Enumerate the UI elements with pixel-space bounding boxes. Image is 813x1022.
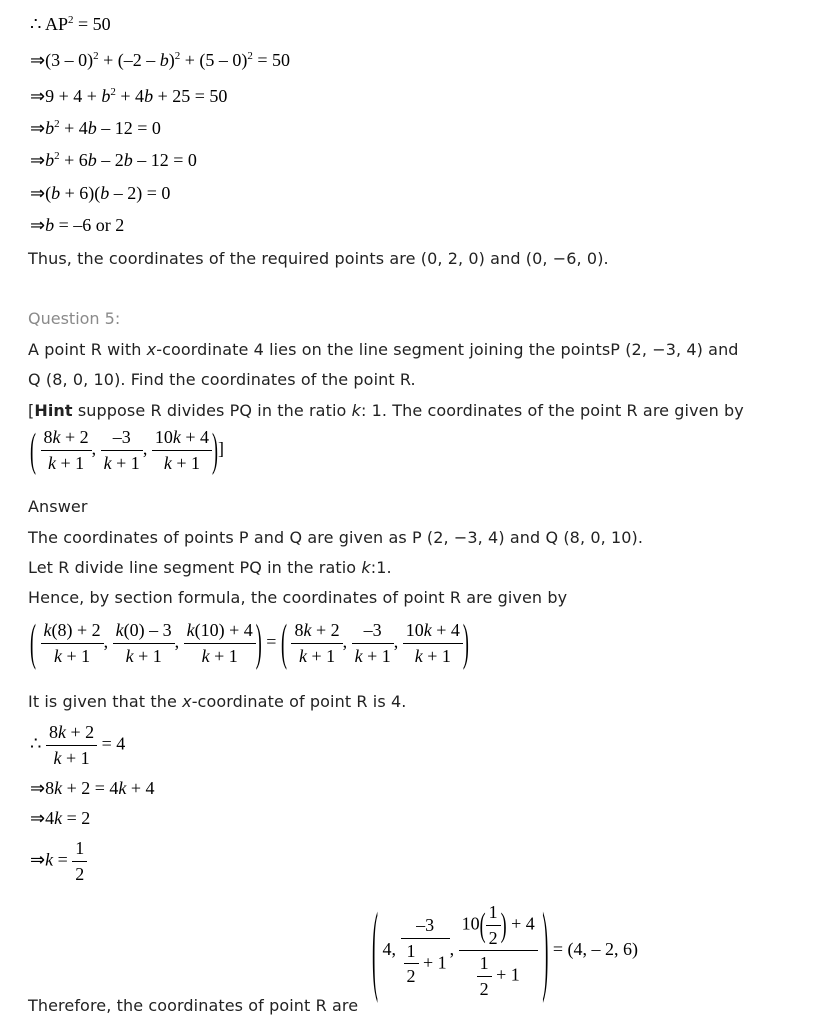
step-quadratic: $\Rightarrow b^2 + 4b - 12 = 0$ [30, 118, 161, 139]
step-sum: ⇒9 + $4 + b^2 + 4b + 25 = 50$ [30, 86, 228, 107]
step-cross-multiply: ⇒8k + 2 = 4k + 4 [30, 778, 155, 799]
final-formula: ( 4, –3 $\frac{1}{2}$ + 1 , 10( $\frac{1}{2}$ ) + 4 $\frac{1}{2}$ + 1 ) = (4, – 2, 6) [372, 892, 638, 1005]
question-hint: [Hint suppose R divides PQ in the ratio k: 1. The coordinates of the point R are given by [28, 401, 744, 420]
step-split-middle: $\Rightarrow b^2 + 6b - 2b - 12 = 0$ [30, 150, 197, 171]
section-formula: ( $\frac{k(8) + 2}{k + 1}$ , $\frac{k(0) - 3}{k + 1}$ , $\frac{k(10) + 4}{k + 1}$ ) = ( $\frac{8k + 2}{k + 1}$ , $\frac{-3}{k + 1}$ , $\frac{10k + 4}{k + 1}$ ) [30, 613, 469, 670]
step-simplify: ⇒4k = 2 [30, 808, 91, 829]
final-text: Therefore, the coordinates of point R are [28, 996, 359, 1015]
question-line-1: A point R with x-coordinate 4 lies on the line segment joining the pointsP (2, −3, 4) and [28, 340, 739, 359]
answer-line-4: It is given that the x-coordinate of point R is 4. [28, 692, 407, 711]
answer-line-2: Let R divide line segment PQ in the ratio k:1. [28, 558, 392, 577]
question-heading: Question 5: [28, 309, 121, 328]
step-k-value: ⇒k = $\frac{1}{2}$ [30, 838, 87, 884]
answer-line-1: The coordinates of points P and Q are given as P (2, −3, 4) and Q (8, 0, 10). [28, 528, 644, 547]
step-roots: ⇒b = –6 or 2 [30, 215, 125, 236]
step-factor: ⇒(b + 6)(b – 2) = 0 [30, 183, 171, 204]
answer-line-3: Hence, by section formula, the coordinates of point R are given by [28, 588, 568, 607]
step-ap-squared: ∴ $AP^2 = 50$ [30, 14, 111, 34]
question-line-2: Q (8, 0, 10). Find the coordinates of the point R. [28, 370, 416, 389]
step-distance-expansion: ⇒(3 – 0)$^2$ + (–2 – b)$^2$ + (5 – 0)$^2$ = 50 [30, 50, 291, 71]
previous-conclusion: Thus, the coordinates of the required points are (0, 2, 0) and (0, −6, 0). [28, 249, 609, 268]
hint-label: Hint [34, 401, 73, 420]
answer-label: Answer [28, 497, 88, 516]
step-x-equation: ∴ $\frac{8k + 2}{k + 1}$ = 4 [30, 722, 126, 768]
hint-formula: ( $\frac{8k + 2}{k + 1}$ , $\frac{-3}{k + 1}$ , $\frac{10k + 4}{k + 1}$ )] [30, 422, 224, 475]
